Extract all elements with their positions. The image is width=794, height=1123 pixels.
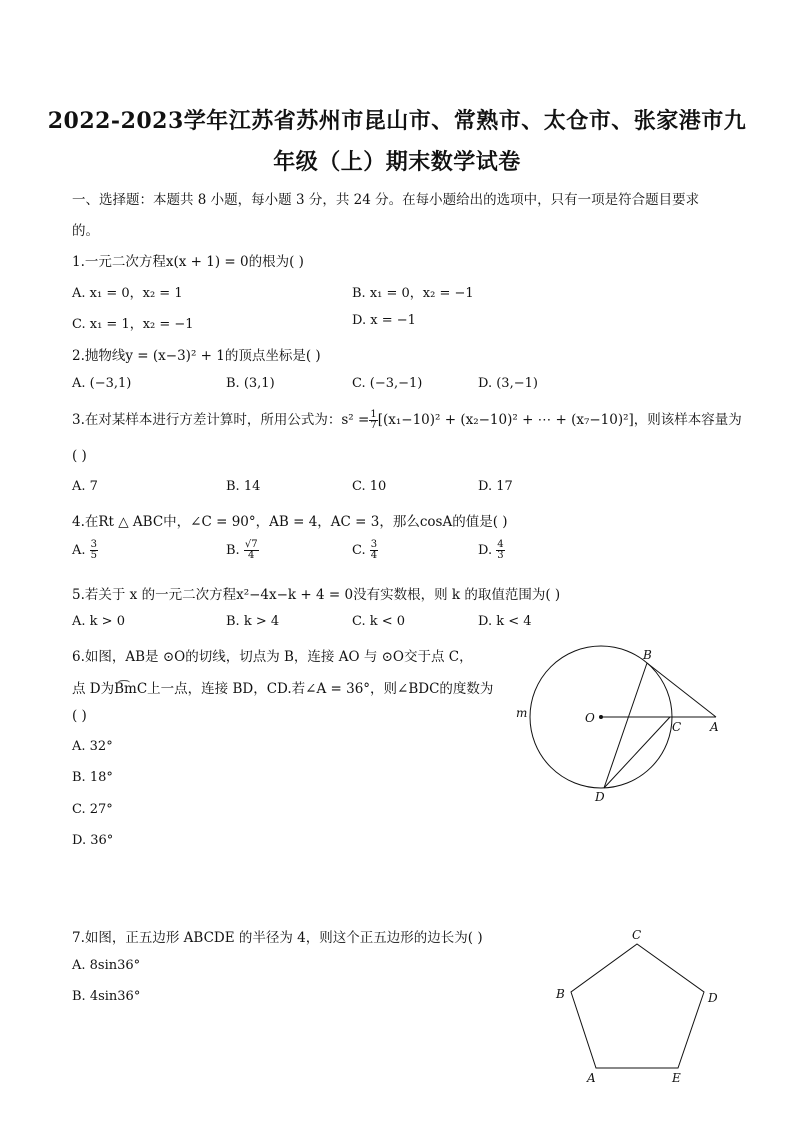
center-dot [599, 715, 603, 719]
q7-stem: 7.如图，正五边形 ABCDE 的半径为 4，则这个正五边形的边长为( ) [72, 930, 483, 946]
q6-stem-line1: 6.如图，AB是 ⊙O的切线，切点为 B，连接 AO 与 ⊙O交于点 C， [72, 649, 473, 665]
q4-stem: 4.在Rt △ ABC中，∠C = 90°，AB = 4，AC = 3，那么cosA的值是( ) [72, 514, 508, 530]
q6-stem-line3: ( ) [72, 708, 87, 724]
q4-d-den: 3 [497, 550, 504, 561]
label-b: B [556, 987, 565, 1001]
q6-option-a: A. 32° [72, 739, 113, 754]
q4-option-a-label: A. [72, 543, 86, 558]
label-e: E [672, 1071, 681, 1085]
q2-option-b: B. (3,1) [226, 376, 275, 391]
q1-stem: 1.一元二次方程x(x + 1) = 0的根为( ) [72, 254, 304, 270]
q3-option-a: A. 7 [72, 479, 98, 494]
q6-circle-figure [500, 640, 740, 810]
q2-option-d: D. (3,−1) [478, 376, 538, 391]
segment-cd [604, 717, 670, 788]
q5-option-c: C. k < 0 [352, 614, 406, 629]
q3-option-b: B. 14 [226, 479, 261, 494]
q4-option-d [478, 540, 505, 561]
q2-stem: 2.抛物线y = (x−3)² + 1的顶点坐标是( ) [72, 348, 321, 364]
q7-pentagon-figure [540, 922, 740, 1092]
q7-option-a: A. 8sin36° [72, 958, 141, 973]
label-d: D [595, 790, 605, 804]
q3-frac-num: 1 [370, 409, 377, 420]
q3-stem-formula: [(x₁−10)² + (x₂−10)² + ⋯ + (x₇−10)²]，则该样本容量为 [377, 412, 742, 428]
label-m: m [516, 706, 528, 720]
q3-option-c: C. 10 [352, 479, 387, 494]
q1-option-a: A. x₁ = 0，x₂ = 1 [72, 286, 183, 301]
q4-option-a [72, 540, 98, 561]
q5-option-a: A. k > 0 [72, 614, 125, 629]
q4-option-b-fraction [244, 540, 259, 561]
section-heading: 一、选择题：本题共 8 小题，每小题 3 分，共 24 分。在每小题给出的选项中，只有一项是符合题目要求 [72, 192, 700, 208]
q4-c-den: 4 [370, 550, 378, 561]
segment-ab [647, 663, 716, 717]
q4-d-num: 4 [497, 539, 504, 550]
q4-option-b [226, 540, 259, 561]
q4-option-b-label: B. [226, 543, 240, 558]
q1-option-b: B. x₁ = 0，x₂ = −1 [352, 286, 474, 301]
q3-fraction [369, 410, 377, 431]
q3-stem [72, 408, 742, 431]
pentagon-abcde [571, 944, 704, 1068]
exam-title-line2: 年级（上）期末数学试卷 [273, 149, 521, 175]
q5-option-d: D. k < 4 [478, 614, 532, 629]
q2-option-c: C. (−3,−1) [352, 376, 423, 391]
label-b: B [643, 648, 652, 662]
q3-stem-text: 3.在对某样本进行方差计算时，所用公式为：s² = [72, 412, 370, 428]
q7-option-b: B. 4sin36° [72, 989, 141, 1004]
q6-stem-line2: 点 D为B͡mC上一点，连接 BD，CD.若∠A = 36°，则∠BDC的度数为 [72, 681, 494, 697]
q4-a-den: 5 [90, 550, 98, 561]
q4-option-d-label: D. [478, 543, 493, 558]
q1-option-c: C. x₁ = 1，x₂ = −1 [72, 317, 194, 332]
segment-bd [604, 663, 647, 788]
q6-option-c: C. 27° [72, 802, 113, 817]
q4-b-den: 4 [248, 550, 255, 561]
exam-title-line1: 2022-2023学年江苏省苏州市昆山市、常熟市、太仓市、张家港市九 [47, 108, 747, 134]
q3-stem-paren: ( ) [72, 448, 87, 464]
label-o: O [585, 711, 595, 725]
label-a: A [710, 720, 719, 734]
label-d: D [708, 991, 718, 1005]
q3-frac-den: 7 [370, 420, 377, 431]
label-a: A [587, 1071, 596, 1085]
q5-stem: 5.若关于 x 的一元二次方程x²−4x−k + 4 = 0没有实数根，则 k 的取值范围为( ) [72, 587, 561, 603]
section-heading-cont: 的。 [72, 223, 99, 239]
q4-option-a-fraction [90, 540, 98, 561]
q3-option-d: D. 17 [478, 479, 513, 494]
q4-a-num: 3 [90, 539, 98, 550]
q2-option-a: A. (−3,1) [72, 376, 132, 391]
q4-option-c-label: C. [352, 543, 366, 558]
q4-b-num: √7 [244, 539, 258, 550]
q6-option-b: B. 18° [72, 770, 113, 785]
q5-option-b: B. k > 4 [226, 614, 280, 629]
q4-option-d-fraction [496, 540, 504, 561]
q1-option-d: D. x = −1 [352, 313, 416, 328]
label-c: C [632, 928, 642, 942]
label-c: C [672, 720, 682, 734]
q4-option-c-fraction [370, 540, 378, 561]
q4-c-num: 3 [370, 539, 378, 550]
q6-option-d: D. 36° [72, 833, 114, 848]
q4-option-c [352, 540, 378, 561]
